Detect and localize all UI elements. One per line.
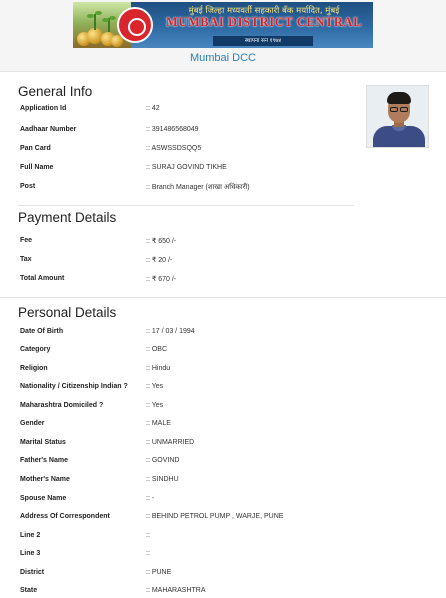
general-info-heading: General Info [18, 84, 93, 99]
row-label: Address Of Correspondent [20, 513, 110, 520]
personal-row-mother-name [20, 476, 340, 488]
row-label: Application Id [20, 105, 67, 112]
row-value: :: Yes [146, 402, 164, 409]
row-label: Category [20, 346, 51, 353]
row-label: Father's Name [20, 457, 68, 464]
row-label: Fee [20, 237, 33, 244]
personal-row-dob [20, 328, 340, 340]
personal-row-category [20, 346, 340, 358]
personal-row-line-2 [20, 532, 340, 544]
row-value: :: Yes [146, 383, 164, 390]
row-label: Post [20, 183, 36, 190]
row-value: :: - [146, 495, 155, 502]
row-value: :: SINDHU [146, 476, 179, 483]
row-value: :: ₹ 670 /- [146, 276, 177, 283]
payment-row-tax [20, 256, 340, 268]
row-value: :: SURAJ GOVIND TIKHE [146, 164, 227, 171]
personal-row-nationality [20, 383, 340, 395]
row-value: :: [146, 532, 150, 539]
bank-name-marathi: मुंबई जिल्हा मध्यवर्ती सहकारी बँक मर्यादित, मुंबई [188, 6, 340, 16]
personal-row-state [20, 587, 340, 598]
row-value: :: UNMARRIED [146, 439, 195, 446]
row-label: Full Name [20, 164, 54, 171]
row-value: :: ₹ 20 /- [146, 257, 173, 264]
row-label: District [20, 569, 45, 576]
row-label: Maharashtra Domiciled ? [20, 402, 104, 409]
row-value: :: GOVIND [146, 457, 180, 464]
section-divider [18, 205, 354, 206]
personal-row-line-3 [20, 550, 340, 562]
bank-banner [73, 2, 373, 48]
payment-row-fee [20, 237, 340, 249]
row-label: Date Of Birth [20, 328, 64, 335]
row-label: Gender [20, 420, 45, 427]
row-value: :: MAHARASHTRA [146, 587, 206, 594]
row-label: Pan Card [20, 145, 51, 152]
personal-row-spouse-name [20, 495, 340, 507]
row-label: Total Amount [20, 275, 65, 282]
info-row-application-id [20, 105, 340, 117]
personal-row-domicile [20, 402, 340, 414]
info-row-aadhaar [20, 126, 340, 138]
row-label: Religion [20, 365, 48, 372]
site-title: Mumbai DCC [189, 52, 256, 64]
personal-row-gender [20, 420, 340, 432]
row-label: Line 3 [20, 550, 41, 557]
row-value: :: MALE [146, 420, 171, 427]
row-value: :: ASWSSDSQQ5 [146, 145, 202, 152]
payment-details-heading: Payment Details [18, 210, 117, 225]
info-row-post [20, 183, 340, 195]
personal-details-heading: Personal Details [18, 305, 117, 320]
info-row-full-name [20, 164, 340, 176]
page-header [0, 0, 446, 72]
info-row-pan-card [20, 145, 340, 157]
bank-logo [117, 7, 153, 43]
personal-row-marital-status [20, 439, 340, 451]
personal-row-address [20, 513, 340, 525]
personal-row-religion [20, 365, 340, 377]
row-value: :: OBC [146, 346, 168, 353]
row-label: Nationality / Citizenship Indian ? [20, 383, 128, 390]
row-value: :: 391486568049 [146, 126, 199, 133]
payment-row-total [20, 275, 340, 287]
row-value: :: Branch Manager (शाखा अधिकारी) [146, 184, 250, 191]
bank-name-english: MUMBAI DISTRICT CENTRAL [165, 15, 363, 29]
section-divider [0, 297, 446, 298]
row-label: Aadhaar Number [20, 126, 77, 133]
personal-row-father-name [20, 457, 340, 469]
row-value: :: 17 / 03 / 1994 [146, 328, 195, 335]
row-value: :: [146, 550, 150, 557]
applicant-photo [366, 85, 429, 148]
row-label: Mother's Name [20, 476, 70, 483]
row-value: :: ₹ 650 /- [146, 238, 177, 245]
bank-tagline: स्थापना सन १९७४ [213, 36, 313, 46]
row-label: Marital Status [20, 439, 66, 446]
row-value: :: PUNE [146, 569, 172, 576]
row-value: :: 42 [146, 105, 160, 112]
personal-row-district [20, 569, 340, 581]
row-label: Line 2 [20, 532, 41, 539]
row-label: Tax [20, 256, 32, 263]
row-label: State [20, 587, 38, 594]
row-value: :: Hindu [146, 365, 171, 372]
row-value: :: BEHIND PETROL PUMP , WARJE, PUNE [146, 513, 284, 520]
row-label: Spouse Name [20, 495, 67, 502]
